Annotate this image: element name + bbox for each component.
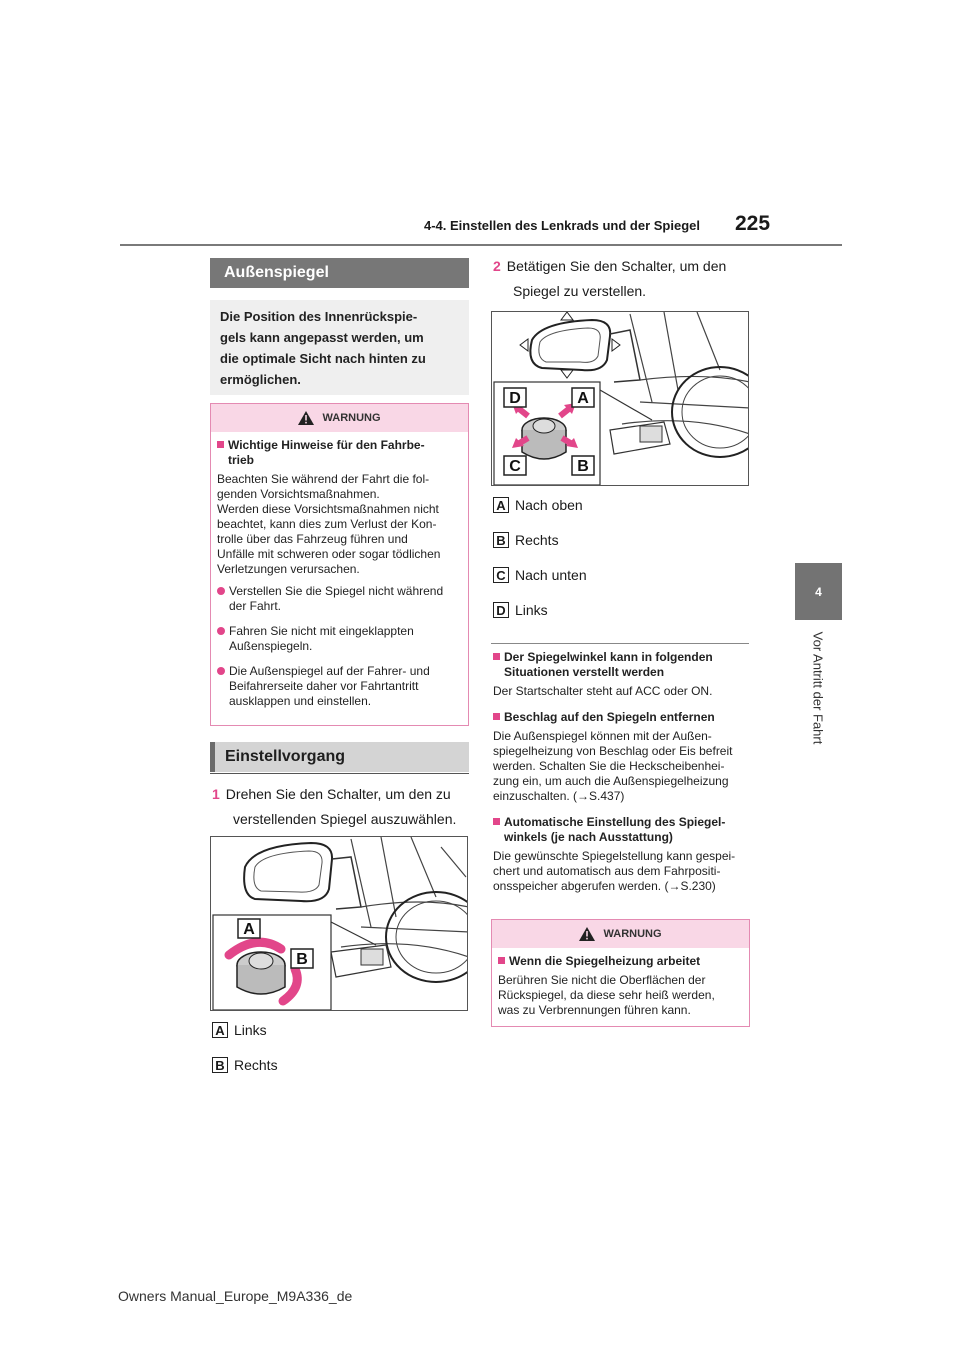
step-text-line: verstellenden Spiegel auszuwählen. <box>233 811 457 827</box>
page-number: 225 <box>735 212 771 235</box>
section-title-aussenspiegel: Außenspiegel <box>210 258 469 288</box>
callout-C: C <box>509 458 521 475</box>
warning-text-line: Rückspiegel, da diese sehr heiß werden, <box>498 988 715 1002</box>
warning-text-line: beachtet, kann dies zum Verlust der Kon- <box>217 517 437 531</box>
info-text-line: zung ein, um auch die Außenspiegelheizung <box>493 774 729 788</box>
label-nach-oben <box>493 497 583 513</box>
info-title <box>493 815 755 845</box>
info-text <box>493 849 755 894</box>
warning-label: WARNUNG <box>322 412 381 424</box>
info-text-line: onsspeicher abgerufen werden. (→S.230) <box>493 879 716 893</box>
mirror-selector-illustration <box>211 837 468 1011</box>
warning-text-line: trolle über das Fahrzeug führen und <box>217 532 408 546</box>
label-nach-unten <box>493 567 587 583</box>
square-bullet-icon <box>493 818 500 825</box>
bullet-line: der Fahrt. <box>229 599 282 613</box>
bullet-line: Außenspiegeln. <box>229 639 313 653</box>
info-title <box>493 650 755 680</box>
warning-bullet <box>217 664 460 709</box>
warning-title <box>217 438 460 468</box>
bullet-line: Verstellen Sie die Spiegel nicht während <box>229 584 444 598</box>
mirror-adjust-illustration <box>492 312 749 486</box>
info-section <box>493 650 755 894</box>
warning-label: WARNUNG <box>603 928 662 940</box>
info-text-line: Der Startschalter steht auf ACC oder ON. <box>493 684 713 698</box>
info-text-line: spiegelheizung von Beschlag oder Eis befreit <box>493 744 733 758</box>
warning-triangle-icon <box>579 927 595 941</box>
section-title-einstellvorgang: Einstellvorgang <box>210 742 469 772</box>
label-text: Nach oben <box>515 497 583 513</box>
label-key: D <box>493 602 509 618</box>
warning-header <box>211 404 468 432</box>
warning-bullet <box>217 624 460 654</box>
info-title-line: Situationen verstellt werden <box>504 665 665 679</box>
warning-title-line: trieb <box>228 453 255 467</box>
warning-text-line: Werden diese Vorsichtsmaßnahmen nicht <box>217 502 439 516</box>
bullet-line: Fahren Sie nicht mit eingeklappten <box>229 624 414 638</box>
callout-D: D <box>509 390 521 407</box>
info-text-line: werden. Schalten Sie die Heckscheibenhei- <box>493 759 725 773</box>
label-links <box>212 1022 267 1038</box>
bullet-dot-icon <box>217 667 225 675</box>
info-text-line: einzuschalten. (→S.437) <box>493 789 625 803</box>
warning-text <box>217 472 460 577</box>
warning-header <box>492 920 749 948</box>
step-2 <box>493 254 753 304</box>
label-key: C <box>493 567 509 583</box>
label-links <box>493 602 548 618</box>
warning-text <box>498 973 741 1018</box>
warning-title-text: Wenn die Spiegelheizung arbeitet <box>509 954 701 968</box>
warning-bullet <box>217 584 460 614</box>
info-title-line: Beschlag auf den Spiegeln entfernen <box>504 710 715 724</box>
step-text-line: Drehen Sie den Schalter, um den zu <box>225 786 451 802</box>
info-title-line: Der Spiegelwinkel kann in folgenden <box>504 650 713 664</box>
info-text-line: Die gewünschte Spiegelstellung kann gespei- <box>493 849 736 863</box>
warning-text-line: Beachten Sie während der Fahrt die fol- <box>217 472 430 486</box>
info-divider <box>491 643 749 644</box>
step-text-line: Spiegel zu verstellen. <box>513 283 647 299</box>
label-key: B <box>212 1057 228 1073</box>
figure-mirror-selector <box>210 836 468 1011</box>
intro-line: gels kann angepasst werden, um <box>220 330 424 345</box>
chapter-tab-title <box>788 620 848 756</box>
callout-A: A <box>243 921 255 938</box>
info-text <box>493 729 755 804</box>
chapter-tab-title-text: Vor Antritt der Fahrt <box>810 631 826 745</box>
callout-A: A <box>577 390 589 407</box>
callout-B: B <box>577 458 589 475</box>
chapter-tab: 4 <box>795 563 842 620</box>
warning-title-line: Wichtige Hinweise für den Fahrbe- <box>228 438 425 452</box>
bullet-line: Die Außenspiegel auf der Fahrer- und <box>229 664 430 678</box>
step-text-line: Betätigen Sie den Schalter, um den <box>506 258 727 274</box>
intro-line: die optimale Sicht nach hinten zu <box>220 351 426 366</box>
figure-mirror-adjust <box>491 311 749 486</box>
intro-line: ermöglichen. <box>220 372 301 387</box>
label-key: B <box>493 532 509 548</box>
bullet-dot-icon <box>217 627 225 635</box>
label-rechts <box>212 1057 278 1073</box>
warning-triangle-icon <box>298 411 314 425</box>
label-text: Nach unten <box>515 567 587 583</box>
intro-box <box>210 300 469 395</box>
label-text: Links <box>234 1022 267 1038</box>
square-bullet-icon <box>498 957 505 964</box>
intro-line: Die Position des Innenrückspie- <box>220 309 418 324</box>
label-rechts <box>493 532 559 548</box>
warning-text-line: genden Vorsichtsmaßnahmen. <box>217 487 380 501</box>
info-text-line: chert und automatisch aus dem Fahrpositi- <box>493 864 721 878</box>
warning-box <box>210 403 469 726</box>
label-key: A <box>212 1022 228 1038</box>
square-bullet-icon <box>217 441 224 448</box>
label-text: Rechts <box>515 532 559 548</box>
square-bullet-icon <box>493 713 500 720</box>
warning-text-line: was zu Verbrennungen führen kann. <box>498 1003 691 1017</box>
warning-box-heating <box>491 919 750 1027</box>
warning-text-line: Unfälle mit schweren oder sogar tödlichen <box>217 547 441 561</box>
chapter-section-title: 4-4. Einstellen des Lenkrads und der Spiegel <box>424 218 700 233</box>
warning-text-line: Verletzungen verursachen. <box>217 562 360 576</box>
step-1 <box>212 782 472 832</box>
warning-text-line: Berühren Sie nicht die Oberflächen der <box>498 973 706 987</box>
bullet-dot-icon <box>217 587 225 595</box>
label-text: Links <box>515 602 548 618</box>
info-text-line: Die Außenspiegel können mit der Außen- <box>493 729 712 743</box>
step-number: 2 <box>493 258 501 274</box>
bullet-line: ausklappen und einstellen. <box>229 694 372 708</box>
warning-title <box>498 954 741 969</box>
section-rule <box>210 773 469 774</box>
step-number: 1 <box>212 786 220 802</box>
info-title <box>493 710 755 725</box>
square-bullet-icon <box>493 653 500 660</box>
bullet-line: Beifahrerseite daher vor Fahrtantritt <box>229 679 419 693</box>
header-rule <box>120 244 842 246</box>
info-title-line: winkels (je nach Ausstattung) <box>504 830 673 844</box>
footer-text: Owners Manual_Europe_M9A336_de <box>118 1288 353 1304</box>
callout-B: B <box>296 951 308 968</box>
label-key: A <box>493 497 509 513</box>
info-title-line: Automatische Einstellung des Spiegel- <box>504 815 726 829</box>
label-text: Rechts <box>234 1057 278 1073</box>
